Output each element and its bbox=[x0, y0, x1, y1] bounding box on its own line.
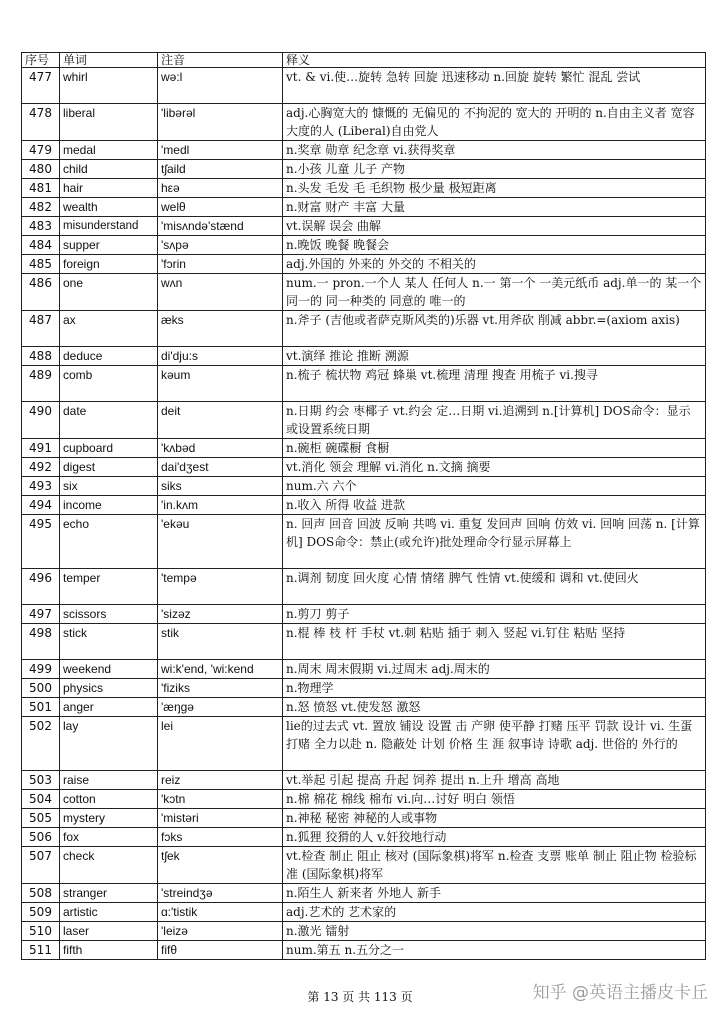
row-definition: n.剪刀 剪子 bbox=[283, 605, 706, 624]
row-word: physics bbox=[60, 679, 158, 698]
row-definition: n.奖章 勋章 纪念章 vi.获得奖章 bbox=[283, 141, 706, 160]
row-definition: vt.误解 误会 曲解 bbox=[283, 217, 706, 236]
row-number: 511 bbox=[22, 941, 60, 960]
row-number: 490 bbox=[22, 402, 60, 439]
row-phonetic: siks bbox=[158, 477, 283, 496]
row-phonetic: wʌn bbox=[158, 274, 283, 311]
row-phonetic: 'kʌbəd bbox=[158, 439, 283, 458]
header-word: 单词 bbox=[60, 53, 158, 68]
row-word: mystery bbox=[60, 809, 158, 828]
row-definition: n.怒 愤怒 vt.使发怒 激怒 bbox=[283, 698, 706, 717]
row-word: fox bbox=[60, 828, 158, 847]
row-word: weekend bbox=[60, 660, 158, 679]
row-phonetic: 'fiziks bbox=[158, 679, 283, 698]
table-row bbox=[22, 255, 706, 274]
header-number: 序号 bbox=[22, 53, 60, 68]
table-row bbox=[22, 679, 706, 698]
row-word: one bbox=[60, 274, 158, 311]
table-row bbox=[22, 771, 706, 790]
row-definition: n.碗柜 碗碟橱 食橱 bbox=[283, 439, 706, 458]
row-number: 506 bbox=[22, 828, 60, 847]
row-word: check bbox=[60, 847, 158, 884]
row-definition: n.斧子 (吉他或者萨克斯风类的)乐器 vt.用斧砍 削减 abbr.=(axiom axis) bbox=[283, 311, 706, 347]
row-phonetic: 'mistəri bbox=[158, 809, 283, 828]
row-phonetic: kəum bbox=[158, 366, 283, 402]
row-phonetic: lei bbox=[158, 717, 283, 771]
row-definition: n.晚饭 晚餐 晚餐会 bbox=[283, 236, 706, 255]
page-footer: 第 13 页 共 113 页 bbox=[307, 990, 413, 1004]
table-row bbox=[22, 605, 706, 624]
row-number: 478 bbox=[22, 104, 60, 141]
row-number: 507 bbox=[22, 847, 60, 884]
row-number: 492 bbox=[22, 458, 60, 477]
row-definition: lie的过去式 vt. 置放 铺设 设置 击 产卵 使平静 打赌 压平 罚款 设计 vi. 生蛋 打赌 全力以赴 n. 隐蔽处 计划 价格 生 涯 叙事诗 诗歌 adj. 世俗的 外行的 bbox=[283, 717, 706, 771]
row-definition: n.周末 周末假期 vi.过周末 adj.周末的 bbox=[283, 660, 706, 679]
row-word: artistic bbox=[60, 903, 158, 922]
table-row bbox=[22, 717, 706, 771]
row-definition: adj.外国的 外来的 外交的 不相关的 bbox=[283, 255, 706, 274]
row-phonetic: 'leizə bbox=[158, 922, 283, 941]
row-phonetic: 'fɔrin bbox=[158, 255, 283, 274]
row-number: 485 bbox=[22, 255, 60, 274]
row-word: hair bbox=[60, 179, 158, 198]
row-phonetic: welθ bbox=[158, 198, 283, 217]
row-word: supper bbox=[60, 236, 158, 255]
row-number: 481 bbox=[22, 179, 60, 198]
row-phonetic: æks bbox=[158, 311, 283, 347]
row-number: 497 bbox=[22, 605, 60, 624]
watermark: 知乎 @英语主播皮卡丘 bbox=[532, 983, 708, 1003]
table-row bbox=[22, 141, 706, 160]
table-row bbox=[22, 198, 706, 217]
row-definition: vt.举起 引起 提高 升起 饲养 提出 n.上升 增高 高地 bbox=[283, 771, 706, 790]
row-definition: n.收入 所得 收益 进款 bbox=[283, 496, 706, 515]
row-word: stick bbox=[60, 624, 158, 660]
row-definition: num.第五 n.五分之一 bbox=[283, 941, 706, 960]
row-word: liberal bbox=[60, 104, 158, 141]
table-row bbox=[22, 515, 706, 569]
table-row bbox=[22, 884, 706, 903]
table-header-row bbox=[22, 53, 706, 68]
table-row bbox=[22, 809, 706, 828]
row-definition: vt. & vi.使…旋转 急转 回旋 迅速移动 n.回旋 旋转 繁忙 混乱 尝试 bbox=[283, 68, 706, 104]
row-number: 499 bbox=[22, 660, 60, 679]
row-definition: n.狐狸 狡猾的人 v.奸狡地行动 bbox=[283, 828, 706, 847]
table-row bbox=[22, 311, 706, 347]
row-number: 491 bbox=[22, 439, 60, 458]
row-word: deduce bbox=[60, 347, 158, 366]
row-word: income bbox=[60, 496, 158, 515]
row-definition: n.梳子 梳状物 鸡冠 蜂巢 vt.梳理 清理 搜查 用梳子 vi.搜寻 bbox=[283, 366, 706, 402]
row-definition: n.财富 财产 丰富 大量 bbox=[283, 198, 706, 217]
row-number: 501 bbox=[22, 698, 60, 717]
row-phonetic: reiz bbox=[158, 771, 283, 790]
row-word: raise bbox=[60, 771, 158, 790]
row-word: fifth bbox=[60, 941, 158, 960]
row-number: 488 bbox=[22, 347, 60, 366]
row-phonetic: tʃaild bbox=[158, 160, 283, 179]
row-number: 486 bbox=[22, 274, 60, 311]
row-number: 484 bbox=[22, 236, 60, 255]
row-phonetic: dai'dʒest bbox=[158, 458, 283, 477]
header-definition: 释义 bbox=[283, 53, 706, 68]
row-phonetic: tʃek bbox=[158, 847, 283, 884]
row-word: six bbox=[60, 477, 158, 496]
row-phonetic: 'æŋgə bbox=[158, 698, 283, 717]
row-phonetic: hεə bbox=[158, 179, 283, 198]
row-definition: vt.消化 领会 理解 vi.消化 n.文摘 摘要 bbox=[283, 458, 706, 477]
table-row bbox=[22, 366, 706, 402]
row-number: 482 bbox=[22, 198, 60, 217]
row-word: child bbox=[60, 160, 158, 179]
row-word: digest bbox=[60, 458, 158, 477]
row-word: temper bbox=[60, 569, 158, 605]
row-word: foreign bbox=[60, 255, 158, 274]
table-row bbox=[22, 941, 706, 960]
row-phonetic: wi:k'end, 'wi:kend bbox=[158, 660, 283, 679]
row-phonetic: 'streindʒə bbox=[158, 884, 283, 903]
row-definition: vt.检查 制止 阻止 核对 (国际象棋)将军 n.检查 支票 账单 制止 阻止物 检验标准 (国际象棋)将军 bbox=[283, 847, 706, 884]
row-number: 495 bbox=[22, 515, 60, 569]
table-row bbox=[22, 402, 706, 439]
row-phonetic: 'tempə bbox=[158, 569, 283, 605]
row-word: laser bbox=[60, 922, 158, 941]
row-number: 479 bbox=[22, 141, 60, 160]
row-number: 504 bbox=[22, 790, 60, 809]
table-row bbox=[22, 660, 706, 679]
table-row bbox=[22, 236, 706, 255]
row-definition: n.头发 毛发 毛 毛织物 极少量 极短距离 bbox=[283, 179, 706, 198]
row-phonetic: ɑ:'tistik bbox=[158, 903, 283, 922]
row-phonetic: deit bbox=[158, 402, 283, 439]
row-number: 493 bbox=[22, 477, 60, 496]
row-word: echo bbox=[60, 515, 158, 569]
table-row bbox=[22, 698, 706, 717]
row-number: 505 bbox=[22, 809, 60, 828]
row-number: 483 bbox=[22, 217, 60, 236]
row-definition: n.棍 棒 枝 杆 手杖 vt.刺 粘贴 插于 刺入 竖起 vi.钉住 粘贴 坚持 bbox=[283, 624, 706, 660]
table-row bbox=[22, 569, 706, 605]
table-row bbox=[22, 68, 706, 104]
row-phonetic: 'sizəz bbox=[158, 605, 283, 624]
row-word: stranger bbox=[60, 884, 158, 903]
row-phonetic: stik bbox=[158, 624, 283, 660]
row-word: cupboard bbox=[60, 439, 158, 458]
vocabulary-table bbox=[21, 52, 706, 960]
table-row bbox=[22, 496, 706, 515]
table-row bbox=[22, 347, 706, 366]
row-word: comb bbox=[60, 366, 158, 402]
row-definition: adj.艺术的 艺术家的 bbox=[283, 903, 706, 922]
row-phonetic: 'libərəl bbox=[158, 104, 283, 141]
header-phonetic: 注音 bbox=[158, 53, 283, 68]
row-word: date bbox=[60, 402, 158, 439]
row-word: wealth bbox=[60, 198, 158, 217]
row-definition: n. 回声 回音 回波 反响 共鸣 vi. 重复 发回声 回响 仿效 vi. 回响 回荡 n. [计算机] DOS命令：禁止(或允许)批处理命令行显示屏幕上 bbox=[283, 515, 706, 569]
row-number: 498 bbox=[22, 624, 60, 660]
row-word: lay bbox=[60, 717, 158, 771]
row-definition: n.调剂 韧度 回火度 心情 情绪 脾气 性情 vt.使缓和 调和 vt.使回火 bbox=[283, 569, 706, 605]
row-word: whirl bbox=[60, 68, 158, 104]
table-row bbox=[22, 274, 706, 311]
row-number: 494 bbox=[22, 496, 60, 515]
row-number: 496 bbox=[22, 569, 60, 605]
table-row bbox=[22, 217, 706, 236]
row-definition: vt.演绎 推论 推断 溯源 bbox=[283, 347, 706, 366]
row-number: 509 bbox=[22, 903, 60, 922]
row-number: 500 bbox=[22, 679, 60, 698]
row-phonetic: 'ekəu bbox=[158, 515, 283, 569]
row-definition: n.陌生人 新来者 外地人 新手 bbox=[283, 884, 706, 903]
table-row bbox=[22, 828, 706, 847]
row-definition: num.六 六个 bbox=[283, 477, 706, 496]
table-row bbox=[22, 458, 706, 477]
row-number: 489 bbox=[22, 366, 60, 402]
table-row bbox=[22, 903, 706, 922]
table-row bbox=[22, 439, 706, 458]
row-definition: n.神秘 秘密 神秘的人或事物 bbox=[283, 809, 706, 828]
row-phonetic: 'medl bbox=[158, 141, 283, 160]
row-word: misunderstand bbox=[60, 217, 158, 236]
row-number: 503 bbox=[22, 771, 60, 790]
table-row bbox=[22, 477, 706, 496]
table-row bbox=[22, 104, 706, 141]
row-word: anger bbox=[60, 698, 158, 717]
row-word: scissors bbox=[60, 605, 158, 624]
row-word: cotton bbox=[60, 790, 158, 809]
row-number: 510 bbox=[22, 922, 60, 941]
row-definition: n.小孩 儿童 儿子 产物 bbox=[283, 160, 706, 179]
table-row bbox=[22, 624, 706, 660]
table-row bbox=[22, 160, 706, 179]
row-word: ax bbox=[60, 311, 158, 347]
row-number: 477 bbox=[22, 68, 60, 104]
row-definition: n.激光 镭射 bbox=[283, 922, 706, 941]
row-definition: adj.心胸宽大的 慷慨的 无偏见的 不拘泥的 宽大的 开明的 n.自由主义者 宽容大度的人 (Liberal)自由党人 bbox=[283, 104, 706, 141]
row-phonetic: fɔks bbox=[158, 828, 283, 847]
row-definition: n.棉 棉花 棉线 棉布 vi.向…讨好 明白 领悟 bbox=[283, 790, 706, 809]
row-phonetic: 'kɔtn bbox=[158, 790, 283, 809]
table-row bbox=[22, 847, 706, 884]
row-phonetic: 'sʌpə bbox=[158, 236, 283, 255]
row-phonetic: 'misʌndə'stænd bbox=[158, 217, 283, 236]
row-phonetic: fifθ bbox=[158, 941, 283, 960]
row-number: 487 bbox=[22, 311, 60, 347]
row-number: 502 bbox=[22, 717, 60, 771]
row-definition: n.物理学 bbox=[283, 679, 706, 698]
row-number: 480 bbox=[22, 160, 60, 179]
row-phonetic: wə:l bbox=[158, 68, 283, 104]
row-word: medal bbox=[60, 141, 158, 160]
row-definition: n.日期 约会 枣椰子 vt.约会 定…日期 vi.追溯到 n.[计算机] DOS命令：显示或设置系统日期 bbox=[283, 402, 706, 439]
table-row bbox=[22, 922, 706, 941]
table-row bbox=[22, 790, 706, 809]
row-phonetic: 'in.kʌm bbox=[158, 496, 283, 515]
row-number: 508 bbox=[22, 884, 60, 903]
row-phonetic: di'dju:s bbox=[158, 347, 283, 366]
row-definition: num.一 pron.一个人 某人 任何人 n.一 第一个 一美元纸币 adj.单一的 某一个 同一的 同一种类的 同意的 唯一的 bbox=[283, 274, 706, 311]
table-row bbox=[22, 179, 706, 198]
